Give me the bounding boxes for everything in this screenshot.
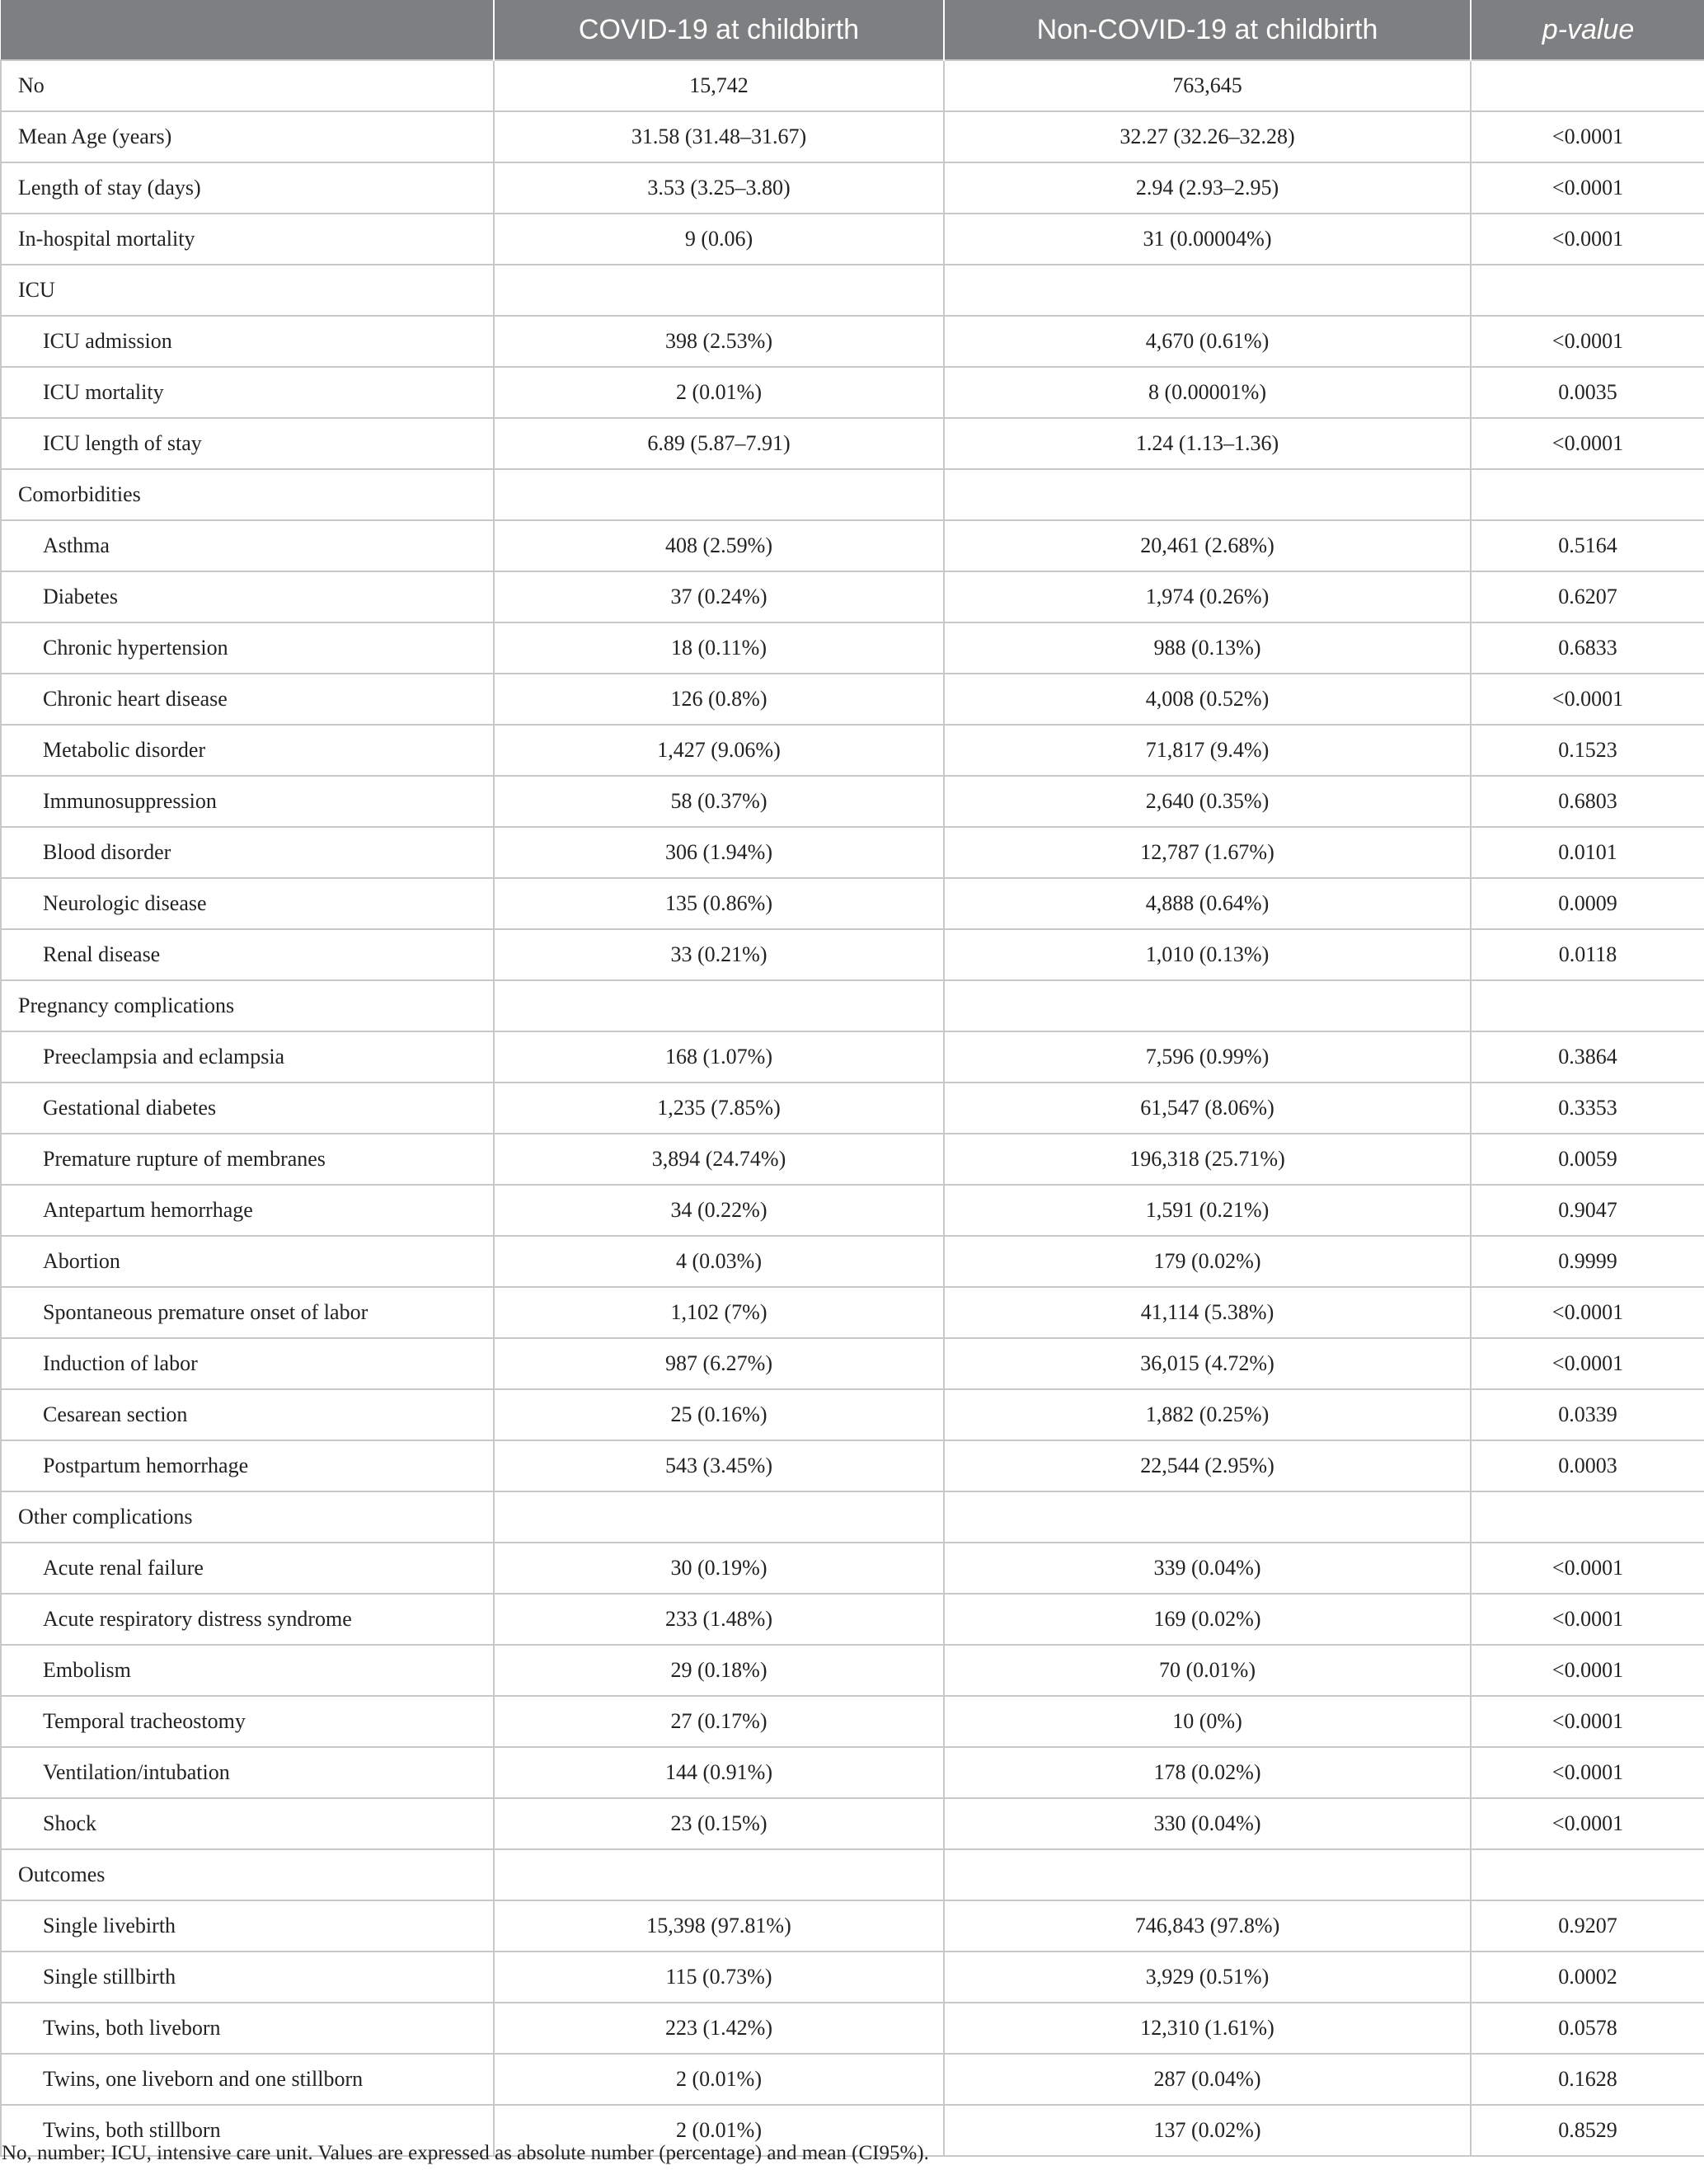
table-body — [1, 60, 1704, 2156]
row-label: Induction of labor — [1, 1338, 494, 1389]
cell-covid: 3,894 (24.74%) — [494, 1134, 944, 1185]
cell-noncovid: 2.94 (2.93–2.95) — [944, 162, 1471, 214]
row-label: Blood disorder — [1, 827, 494, 878]
cell-noncovid: 746,843 (97.8%) — [944, 1900, 1471, 1952]
cell-noncovid — [944, 1849, 1471, 1900]
cell-p-value: 0.0339 — [1471, 1389, 1704, 1440]
cell-covid: 23 (0.15%) — [494, 1798, 944, 1849]
cell-p-value: <0.0001 — [1471, 1543, 1704, 1594]
cell-p-value — [1471, 1849, 1704, 1900]
cell-p-value: 0.0002 — [1471, 1952, 1704, 2003]
table-row — [1, 1747, 1704, 1798]
header-covid: COVID-19 at childbirth — [494, 0, 944, 60]
cell-p-value: 0.0059 — [1471, 1134, 1704, 1185]
table-row — [1, 1491, 1704, 1543]
row-label: Ventilation/intubation — [1, 1747, 494, 1798]
cell-p-value: <0.0001 — [1471, 1594, 1704, 1645]
row-label: Acute respiratory distress syndrome — [1, 1594, 494, 1645]
cell-noncovid: 287 (0.04%) — [944, 2054, 1471, 2105]
table-row — [1, 1031, 1704, 1083]
cell-covid — [494, 1849, 944, 1900]
cell-p-value: 0.0035 — [1471, 367, 1704, 418]
cell-covid: 31.58 (31.48–31.67) — [494, 111, 944, 162]
cell-covid — [494, 469, 944, 520]
row-label: Twins, both liveborn — [1, 2003, 494, 2054]
table-row — [1, 1952, 1704, 2003]
cell-p-value: <0.0001 — [1471, 162, 1704, 214]
table-row — [1, 878, 1704, 929]
cell-noncovid: 2,640 (0.35%) — [944, 776, 1471, 827]
cell-noncovid: 988 (0.13%) — [944, 622, 1471, 674]
cell-covid: 58 (0.37%) — [494, 776, 944, 827]
cell-p-value: 0.8529 — [1471, 2105, 1704, 2156]
cell-noncovid: 4,888 (0.64%) — [944, 878, 1471, 929]
cell-p-value: <0.0001 — [1471, 418, 1704, 469]
cell-noncovid: 4,670 (0.61%) — [944, 316, 1471, 367]
header-noncovid: Non-COVID-19 at childbirth — [944, 0, 1471, 60]
cell-p-value — [1471, 980, 1704, 1031]
cell-p-value: 0.0101 — [1471, 827, 1704, 878]
cell-covid — [494, 1491, 944, 1543]
cell-noncovid: 71,817 (9.4%) — [944, 725, 1471, 776]
cell-noncovid: 61,547 (8.06%) — [944, 1083, 1471, 1134]
cell-p-value: <0.0001 — [1471, 214, 1704, 265]
cell-noncovid: 1,010 (0.13%) — [944, 929, 1471, 980]
cell-covid — [494, 265, 944, 316]
cell-covid: 115 (0.73%) — [494, 1952, 944, 2003]
table-row — [1, 929, 1704, 980]
row-label: Asthma — [1, 520, 494, 571]
cell-covid: 1,102 (7%) — [494, 1287, 944, 1338]
cell-covid: 233 (1.48%) — [494, 1594, 944, 1645]
cell-noncovid: 330 (0.04%) — [944, 1798, 1471, 1849]
cell-p-value: 0.5164 — [1471, 520, 1704, 571]
row-label: Spontaneous premature onset of labor — [1, 1287, 494, 1338]
cell-p-value: 0.6803 — [1471, 776, 1704, 827]
row-label: Renal disease — [1, 929, 494, 980]
cell-covid: 1,235 (7.85%) — [494, 1083, 944, 1134]
table-row — [1, 1440, 1704, 1491]
cell-p-value: 0.3864 — [1471, 1031, 1704, 1083]
cell-noncovid: 41,114 (5.38%) — [944, 1287, 1471, 1338]
cell-p-value: 0.1628 — [1471, 2054, 1704, 2105]
table-row — [1, 1338, 1704, 1389]
cell-p-value: <0.0001 — [1471, 674, 1704, 725]
cell-covid: 408 (2.59%) — [494, 520, 944, 571]
header-label-column — [1, 0, 494, 60]
cell-noncovid: 179 (0.02%) — [944, 1236, 1471, 1287]
cell-noncovid: 196,318 (25.71%) — [944, 1134, 1471, 1185]
table-row — [1, 622, 1704, 674]
row-label: Immunosuppression — [1, 776, 494, 827]
cell-p-value: 0.0118 — [1471, 929, 1704, 980]
row-label: Premature rupture of membranes — [1, 1134, 494, 1185]
table-row — [1, 162, 1704, 214]
table-row — [1, 214, 1704, 265]
cell-noncovid: 12,310 (1.61%) — [944, 2003, 1471, 2054]
cell-covid: 15,742 — [494, 60, 944, 111]
cell-covid: 3.53 (3.25–3.80) — [494, 162, 944, 214]
cell-covid: 29 (0.18%) — [494, 1645, 944, 1696]
cell-covid: 144 (0.91%) — [494, 1747, 944, 1798]
table-row — [1, 111, 1704, 162]
table-row — [1, 1849, 1704, 1900]
cell-noncovid — [944, 1491, 1471, 1543]
cell-covid: 25 (0.16%) — [494, 1389, 944, 1440]
cell-covid: 543 (3.45%) — [494, 1440, 944, 1491]
row-label: Abortion — [1, 1236, 494, 1287]
cell-noncovid: 339 (0.04%) — [944, 1543, 1471, 1594]
cell-noncovid: 8 (0.00001%) — [944, 367, 1471, 418]
cell-covid: 18 (0.11%) — [494, 622, 944, 674]
cell-p-value — [1471, 469, 1704, 520]
table-row — [1, 1236, 1704, 1287]
table-row — [1, 1389, 1704, 1440]
row-label: Gestational diabetes — [1, 1083, 494, 1134]
cell-p-value: <0.0001 — [1471, 1645, 1704, 1696]
cell-covid: 987 (6.27%) — [494, 1338, 944, 1389]
cell-noncovid — [944, 980, 1471, 1031]
row-label: Comorbidities — [1, 469, 494, 520]
cell-noncovid: 137 (0.02%) — [944, 2105, 1471, 2156]
table-row — [1, 980, 1704, 1031]
row-label: Postpartum hemorrhage — [1, 1440, 494, 1491]
cell-covid: 37 (0.24%) — [494, 571, 944, 622]
cell-covid: 4 (0.03%) — [494, 1236, 944, 1287]
row-label: In-hospital mortality — [1, 214, 494, 265]
row-label: ICU mortality — [1, 367, 494, 418]
row-label: Acute renal failure — [1, 1543, 494, 1594]
table-row — [1, 367, 1704, 418]
cell-noncovid: 36,015 (4.72%) — [944, 1338, 1471, 1389]
row-label: Single stillbirth — [1, 1952, 494, 2003]
row-label: Twins, both stillborn — [1, 2105, 494, 2156]
cell-noncovid: 1,591 (0.21%) — [944, 1185, 1471, 1236]
cell-covid: 223 (1.42%) — [494, 2003, 944, 2054]
table-row — [1, 1287, 1704, 1338]
cell-covid: 34 (0.22%) — [494, 1185, 944, 1236]
cell-covid: 30 (0.19%) — [494, 1543, 944, 1594]
row-label: Embolism — [1, 1645, 494, 1696]
row-label: Metabolic disorder — [1, 725, 494, 776]
cell-p-value: 0.1523 — [1471, 725, 1704, 776]
table-row — [1, 1798, 1704, 1849]
table-footnote: No, number; ICU, intensive care unit. Values are expressed as absolute number (percentage) and mean (CI95%). — [2, 2142, 929, 2164]
cell-noncovid: 7,596 (0.99%) — [944, 1031, 1471, 1083]
cell-p-value: 0.0578 — [1471, 2003, 1704, 2054]
cell-noncovid: 10 (0%) — [944, 1696, 1471, 1747]
cell-noncovid — [944, 265, 1471, 316]
row-label: ICU length of stay — [1, 418, 494, 469]
cell-covid: 168 (1.07%) — [494, 1031, 944, 1083]
cell-p-value — [1471, 60, 1704, 111]
cell-p-value: 0.9999 — [1471, 1236, 1704, 1287]
table-row — [1, 674, 1704, 725]
cell-p-value: <0.0001 — [1471, 1338, 1704, 1389]
row-label: Antepartum hemorrhage — [1, 1185, 494, 1236]
row-label: Shock — [1, 1798, 494, 1849]
cell-noncovid: 1,974 (0.26%) — [944, 571, 1471, 622]
table-row — [1, 1594, 1704, 1645]
table-row — [1, 1645, 1704, 1696]
cell-covid: 9 (0.06) — [494, 214, 944, 265]
cell-covid: 126 (0.8%) — [494, 674, 944, 725]
row-label: Pregnancy complications — [1, 980, 494, 1031]
row-label: Other complications — [1, 1491, 494, 1543]
cell-covid: 2 (0.01%) — [494, 367, 944, 418]
table-row — [1, 316, 1704, 367]
table-row — [1, 1134, 1704, 1185]
cell-noncovid: 1,882 (0.25%) — [944, 1389, 1471, 1440]
cell-noncovid: 20,461 (2.68%) — [944, 520, 1471, 571]
row-label: No — [1, 60, 494, 111]
cell-p-value: <0.0001 — [1471, 316, 1704, 367]
cell-noncovid: 32.27 (32.26–32.28) — [944, 111, 1471, 162]
table-row — [1, 776, 1704, 827]
row-label: Mean Age (years) — [1, 111, 494, 162]
table-row — [1, 60, 1704, 111]
table-row — [1, 1900, 1704, 1952]
cell-covid: 27 (0.17%) — [494, 1696, 944, 1747]
table-row — [1, 2054, 1704, 2105]
row-label: Single livebirth — [1, 1900, 494, 1952]
cell-p-value — [1471, 1491, 1704, 1543]
cell-covid: 33 (0.21%) — [494, 929, 944, 980]
cell-noncovid: 3,929 (0.51%) — [944, 1952, 1471, 2003]
row-label: Temporal tracheostomy — [1, 1696, 494, 1747]
cell-noncovid: 169 (0.02%) — [944, 1594, 1471, 1645]
cell-p-value: <0.0001 — [1471, 111, 1704, 162]
row-label: Length of stay (days) — [1, 162, 494, 214]
cell-p-value: 0.0009 — [1471, 878, 1704, 929]
table-row — [1, 418, 1704, 469]
cell-p-value: 0.9207 — [1471, 1900, 1704, 1952]
cell-p-value — [1471, 265, 1704, 316]
cell-noncovid: 70 (0.01%) — [944, 1645, 1471, 1696]
cell-covid — [494, 980, 944, 1031]
cell-noncovid: 178 (0.02%) — [944, 1747, 1471, 1798]
cell-noncovid — [944, 469, 1471, 520]
cell-p-value: 0.6833 — [1471, 622, 1704, 674]
table-row — [1, 2003, 1704, 2054]
cell-covid: 2 (0.01%) — [494, 2054, 944, 2105]
cell-noncovid: 763,645 — [944, 60, 1471, 111]
row-label: ICU admission — [1, 316, 494, 367]
table-row — [1, 1083, 1704, 1134]
cell-covid: 15,398 (97.81%) — [494, 1900, 944, 1952]
header-p-value — [1471, 0, 1704, 60]
row-label: Twins, one liveborn and one stillborn — [1, 2054, 494, 2105]
cell-covid: 6.89 (5.87–7.91) — [494, 418, 944, 469]
table-row — [1, 571, 1704, 622]
cell-p-value: 0.9047 — [1471, 1185, 1704, 1236]
cell-p-value: 0.0003 — [1471, 1440, 1704, 1491]
row-label: Preeclampsia and eclampsia — [1, 1031, 494, 1083]
table-header — [1, 0, 1704, 60]
table-row — [1, 265, 1704, 316]
table-row — [1, 469, 1704, 520]
row-label: Chronic hypertension — [1, 622, 494, 674]
cell-noncovid: 1.24 (1.13–1.36) — [944, 418, 1471, 469]
cell-covid: 306 (1.94%) — [494, 827, 944, 878]
cell-covid: 2 (0.01%) — [494, 2105, 944, 2156]
table-row — [1, 725, 1704, 776]
table-row — [1, 1696, 1704, 1747]
table-row — [1, 1185, 1704, 1236]
row-label: Cesarean section — [1, 1389, 494, 1440]
cell-p-value: 0.3353 — [1471, 1083, 1704, 1134]
table-row — [1, 827, 1704, 878]
row-label: Diabetes — [1, 571, 494, 622]
cell-p-value: 0.6207 — [1471, 571, 1704, 622]
header-p-value-text: p-value — [1542, 13, 1635, 45]
cell-noncovid: 12,787 (1.67%) — [944, 827, 1471, 878]
cell-covid: 135 (0.86%) — [494, 878, 944, 929]
row-label: Chronic heart disease — [1, 674, 494, 725]
cell-noncovid: 22,544 (2.95%) — [944, 1440, 1471, 1491]
header-row — [1, 0, 1704, 60]
cell-p-value: <0.0001 — [1471, 1696, 1704, 1747]
cell-p-value: <0.0001 — [1471, 1287, 1704, 1338]
row-label: Outcomes — [1, 1849, 494, 1900]
table-row — [1, 1543, 1704, 1594]
cell-covid: 398 (2.53%) — [494, 316, 944, 367]
cell-covid: 1,427 (9.06%) — [494, 725, 944, 776]
table-row — [1, 520, 1704, 571]
row-label: ICU — [1, 265, 494, 316]
cell-noncovid: 4,008 (0.52%) — [944, 674, 1471, 725]
cell-p-value: <0.0001 — [1471, 1747, 1704, 1798]
row-label: Neurologic disease — [1, 878, 494, 929]
cell-noncovid: 31 (0.00004%) — [944, 214, 1471, 265]
cell-p-value: <0.0001 — [1471, 1798, 1704, 1849]
